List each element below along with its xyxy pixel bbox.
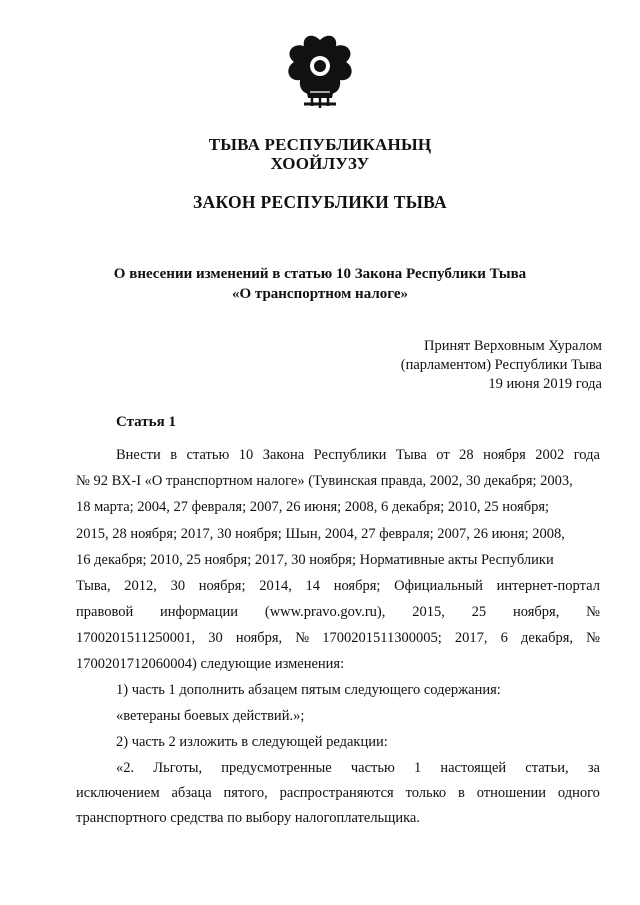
text-line [116,760,600,777]
word: информации [160,604,239,621]
word: 2017, [454,630,488,647]
word: от [436,447,450,463]
amendment-item-1: 1) часть 1 дополнить абзацем пятым следующего содержания: [116,682,501,698]
law-subject-line2: «О транспортном налоге» [231,286,409,302]
word: настоящей [440,760,507,776]
word: ноября; [333,578,381,594]
republic-name-line2: ХООЙЛУЗУ [270,154,370,173]
word: только [405,785,447,801]
word: Закона [262,447,305,463]
word: года [573,447,600,463]
word: 2015, 28 ноября; 2017, 30 ноября; Шын, 2004, 27 февраля; 2007, 26 июня; 2008, [76,525,565,542]
word: 2012, [124,578,157,594]
adopted-line2: (парламентом) Республики Тыва [400,357,602,373]
text-line [76,552,600,569]
word: 25 [471,604,487,621]
word: декабря, [521,630,574,647]
word: 1 [413,760,422,776]
word: исключением [76,785,160,801]
word: правовой [76,604,134,621]
text-line [76,526,600,543]
word: Республики [313,447,387,463]
word: в [170,447,178,463]
text-line [116,447,600,464]
word: ноября [483,447,526,463]
amendment-item-2: 2) часть 2 изложить в следующей редакции: [116,734,388,750]
word: № 92 ВХ-I «О транспортном налоге» (Тувинская правда, 2002, 30 декабря; 2003, [76,473,573,490]
republic-name-line1: ТЫВА РЕСПУБЛИКАНЫҢ [208,135,432,154]
amendment-item-1-text: «ветераны боевых действий.»; [116,708,305,724]
word: 1700201511300005; [322,630,442,647]
word: 14 [305,578,321,594]
text-line [76,785,600,802]
word: 10 [238,447,254,463]
word: 1700201511250001, [76,630,196,647]
word: частью [350,760,395,776]
word: распространяются [279,785,394,801]
law-subject-line1: О внесении изменений в статью 10 Закона Республики Тыва [113,266,527,282]
word: № [586,604,600,621]
article-heading: Статья 1 [116,414,176,430]
law-title: ЗАКОН РЕСПУБЛИКИ ТЫВА [192,192,447,212]
word: пятого, [223,785,268,801]
word: 30 [170,578,186,594]
word: интернет-портал [496,578,600,594]
text-line [76,473,600,490]
word: отношении [476,785,547,801]
word: предусмотренные [221,760,332,776]
word: 2015, [412,604,445,621]
word: 2014, [259,578,292,594]
word: 16 декабря; 2010, 25 ноября; 2017, 30 ноября; Нормативные акты Республики [76,551,554,568]
word: № [586,630,600,647]
adoption-date: 19 июня 2019 года [488,376,602,392]
word: статью [186,447,230,463]
tuva-emblem-icon [282,32,358,112]
word: Льготы, [153,760,203,776]
word: 28 [459,447,474,463]
text-line [76,499,600,516]
word: Тыва [395,447,427,463]
word: «2. [116,760,135,776]
paragraph-last-line: 1700201712060004) следующие изменения: [76,656,345,672]
word: 30 [208,630,223,647]
word: Внести [116,447,161,463]
adopted-line1: Принят Верховным Хуралом [424,338,602,354]
word: ноября, [513,604,560,621]
word: 6 [500,630,508,647]
word: ноября; [198,578,246,594]
word: 2002 [535,447,565,463]
word: статьи, [525,760,569,776]
word: ноября, [235,630,283,647]
word: Официальный [394,578,483,594]
text-line [76,578,600,595]
word: (www.pravo.gov.ru), [264,604,386,621]
word: 18 марта; 2004, 27 февраля; 2007, 26 июня; 2008, 6 декабря; 2010, 25 ноября; [76,499,550,516]
word: Тыва, [76,578,111,594]
word: № [295,630,310,647]
text-line [76,630,600,647]
text-line [76,604,600,621]
word: абзаца [171,785,212,801]
word: в [458,785,465,801]
word: одного [557,785,600,801]
word: за [587,760,600,776]
amendment-item-2-last-line: транспортного средства по выбору налогоплательщика. [76,810,420,826]
